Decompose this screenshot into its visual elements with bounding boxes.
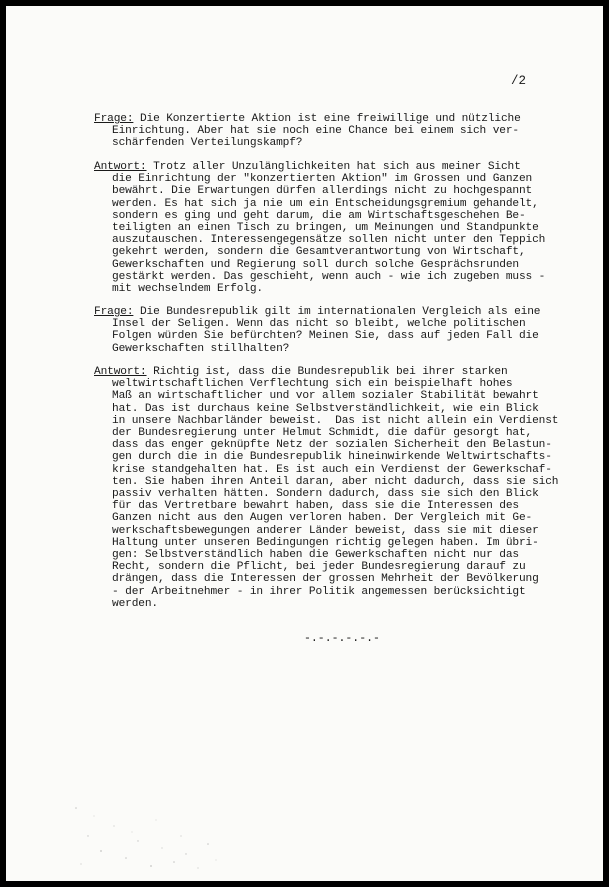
text-line: Recht, sondern die Pflicht, bei jeder Bundesregierung darauf zu (112, 561, 526, 574)
scan-noise (66, 796, 226, 876)
text-line: gen: Selbstverständlich haben die Gewerkschaften nicht nur das (112, 549, 519, 562)
text-line: Folgen würden Sie befürchten? Meinen Sie, dass auf jeden Fall die (112, 330, 539, 343)
text-line: ten. Sie haben ihren Anteil daran, aber nicht dadurch, dass sie sich (112, 475, 559, 488)
text-line: bewährt. Die Erwartungen dürfen allerdings nicht zu hochgespannt (112, 185, 533, 198)
text-line: mit wechselndem Erfolg. (112, 283, 263, 296)
answer-label: Antwort: (94, 161, 147, 173)
text-line: werden. Es hat sich ja nie um ein Entscheidungsgremium gehandelt, (112, 197, 539, 210)
text-line: drängen, dass die Interessen der grossen Mehrheit der Bevölkerung (112, 573, 539, 586)
answer-text-first-line: Trotz aller Unzulänglichkeiten hat sich aus meiner Sicht (153, 161, 521, 173)
question-label: Frage: (94, 306, 134, 318)
page-number: /2 (511, 74, 527, 88)
text-line: hat. Das ist durchaus keine Selbstverständlichkeit, wie ein Blick (112, 402, 539, 415)
text-line: Ganzen nicht aus den Augen verloren haben. Der Vergleich mit Ge- (112, 512, 533, 525)
text-line: gestärkt werden. Das geschieht, wenn auch - wie ich zugeben muss - (112, 270, 546, 283)
question-text-first-line: Die Konzertierte Aktion ist eine freiwillige und nützliche (139, 113, 521, 125)
text-line: gekehrt werden, sondern die Gesamtverantwortung von Wirtschaft, (112, 246, 526, 259)
text-line: passiv verhalten hätten. Sondern dadurch, dass sie sich den Blick (112, 488, 539, 501)
answer-2 (94, 366, 594, 610)
text-line: schärfenden Verteilungskampf? (112, 137, 303, 150)
text-line: werkschaftsbewegungen anderer Länder beweist, dass sie mit dieser (112, 524, 539, 537)
answer-text-first-line: Richtig ist, dass die Bundesrepublik bei ihrer starken (153, 366, 508, 378)
text-line: Gewerkschaften und Regierung soll durch solche Gesprächsrunden (112, 258, 519, 271)
text-line: Einrichtung. Aber hat sie noch eine Chance bei einem sich ver- (112, 125, 519, 138)
text-line: Gewerkschaften stillhalten? (112, 342, 290, 355)
text-line: für das Vertretbare bewahrt haben, dass sie die Interessen des (112, 500, 519, 513)
text-line: werden. (112, 597, 158, 610)
text-line: Insel der Seligen. Wenn das nicht so bleibt, welche politischen (112, 318, 526, 331)
text-line: weltwirtschaftlichen Verflechtung sich ein beispielhaft hohes (112, 378, 513, 391)
text-line: in unsere Nachbarländer beweist. Das ist nicht allein ein Verdienst (112, 414, 559, 427)
text-line: der Bundesregierung unter Helmut Schmidt, die dafür gesorgt hat, (112, 427, 533, 440)
text-line: die Einrichtung der "konzertierten Aktion" im Grossen und Ganzen (112, 173, 533, 186)
text-line: Haltung unter unseren Bedingungen richtig gelegen haben. Im übri- (112, 536, 539, 549)
text-line: krise standgehalten hat. Es ist auch ein Verdienst der Gewerkschaf- (112, 463, 552, 476)
text-line: dass das enger geknüpfte Netz der sozialen Sicherheit den Belastun- (112, 439, 552, 452)
document-page (6, 6, 603, 881)
text-line: sondern es ging und geht darum, die am Wirtschaftsgeschehen Be- (112, 209, 526, 222)
answer-label: Antwort: (94, 366, 147, 378)
text-line: teiligten an einen Tisch zu bringen, um Meinungen und Standpunkte (112, 222, 539, 235)
text-line: gen durch die in die Bundesrepublik hineinwirkende Weltwirtschafts- (112, 451, 552, 464)
text-line: auszutauschen. Interessengegensätze sollen nicht unter den Teppich (112, 234, 546, 247)
question-label: Frage: (94, 113, 134, 125)
end-separator: -.-.-.-.-.- (304, 632, 380, 645)
question-1 (94, 113, 594, 150)
question-text-first-line: Die Bundesrepublik gilt im internationalen Vergleich als eine (139, 306, 541, 318)
text-line: Maß an wirtschaftlicher und vor allem sozialer Stabilität bewahrt (112, 390, 539, 403)
answer-1 (94, 161, 594, 295)
text-line: - der Arbeitnehmer - in ihrer Politik angemessen berücksichtigt (112, 585, 526, 598)
question-2 (94, 306, 594, 355)
